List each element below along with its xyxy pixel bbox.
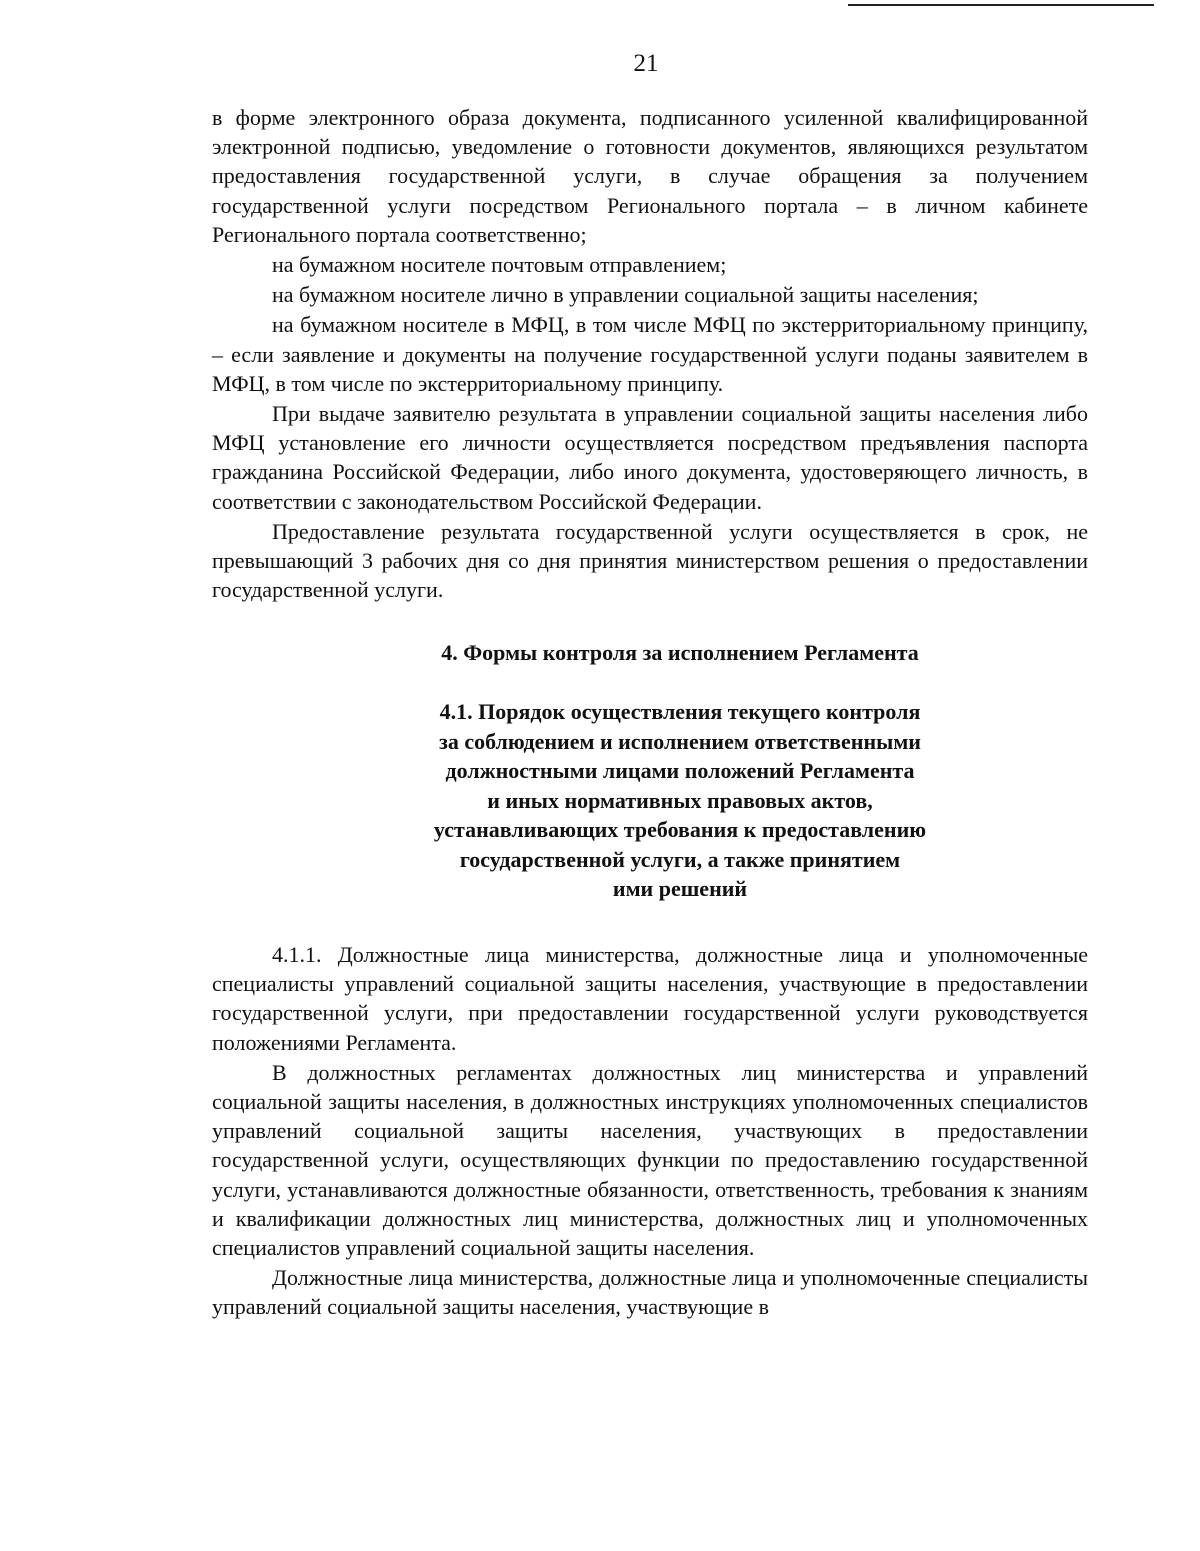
paragraph: При выдаче заявителю результата в управлении социальной защиты населения либо МФЦ установление его личности осуществляется посредством предъявления паспорта гражданина Российской Федерации, либо иного документа, удостоверяющего личность, в соответствии с законодательством Российской Федерации. [212,401,1088,514]
subsection-heading-line: 4.1. Порядок осуществления текущего контроля [439,699,921,725]
paragraph: в форме электронного образа документа, подписанного усиленной квалифицированной электронной подписью, уведомление о готовности документов, являющихся результатом предоставления государственной услуги, в случае обращения за получением государственной услуги посредством Регионального портала – в личном кабинете Регионального портала соответственно; [212,105,1088,247]
paragraph: на бумажном носителе лично в управлении социальной защиты населения; [272,282,979,308]
paragraph: В должностных регламентах должностных лиц министерства и управлений социальной защиты населения, в должностных инструкциях уполномоченных специалистов управлений социальной защиты населения, участвующих в предоставлении государственной услуги, осуществляющих функции по предоставлению государственной услуги, устанавливаются должностные обязанности, ответственность, требования к знаниям и квалификации должностных лиц министерства, должностных лиц и уполномоченных специалистов управлений социальной защиты населения. [212,1059,1088,1260]
paragraph: Должностные лица министерства, должностные лица и уполномоченные специалисты управлений социальной защиты населения, участвующие в [212,1265,1088,1320]
subsection-heading-line: должностными лицами положений Регламента [445,758,915,784]
subsection-heading-line: за соблюдением и исполнением ответственными [439,728,921,754]
subsection-heading-line: устанавливающих требования к предоставлению [433,817,927,843]
document-body [212,103,1088,1322]
paragraph: 4.1.1. Должностные лица министерства, должностные лица и уполномоченные специалисты управлений социальной защиты населения, участвующие в предоставлении государственной услуги, при предоставлении государственной услуги руководствуется положениями Регламента. [212,941,1088,1055]
subsection-heading-line: и иных нормативных правовых актов, [487,787,873,813]
top-rule [848,4,1154,6]
subsection-heading-line: государственной услуги, а также принятием [459,846,901,872]
paragraph: на бумажном носителе в МФЦ, в том числе МФЦ по экстерриториальному принципу, – если заявление и документы на получение государственной услуги поданы заявителем в МФЦ, в том числе по экстерриториальному принципу. [212,312,1088,396]
paragraph: Предоставление результата государственной услуги осуществляется в срок, не превышающий 3 рабочих дня со дня принятия министерством решения о предоставлении государственной услуги. [212,518,1088,603]
subsection-heading [212,697,1088,904]
section-heading: 4. Формы контроля за исполнением Регламента [441,640,919,666]
paragraph: на бумажном носителе почтовым отправлением; [272,252,727,278]
page-number: 21 [633,50,659,77]
subsection-heading-line: ими решений [612,876,748,902]
